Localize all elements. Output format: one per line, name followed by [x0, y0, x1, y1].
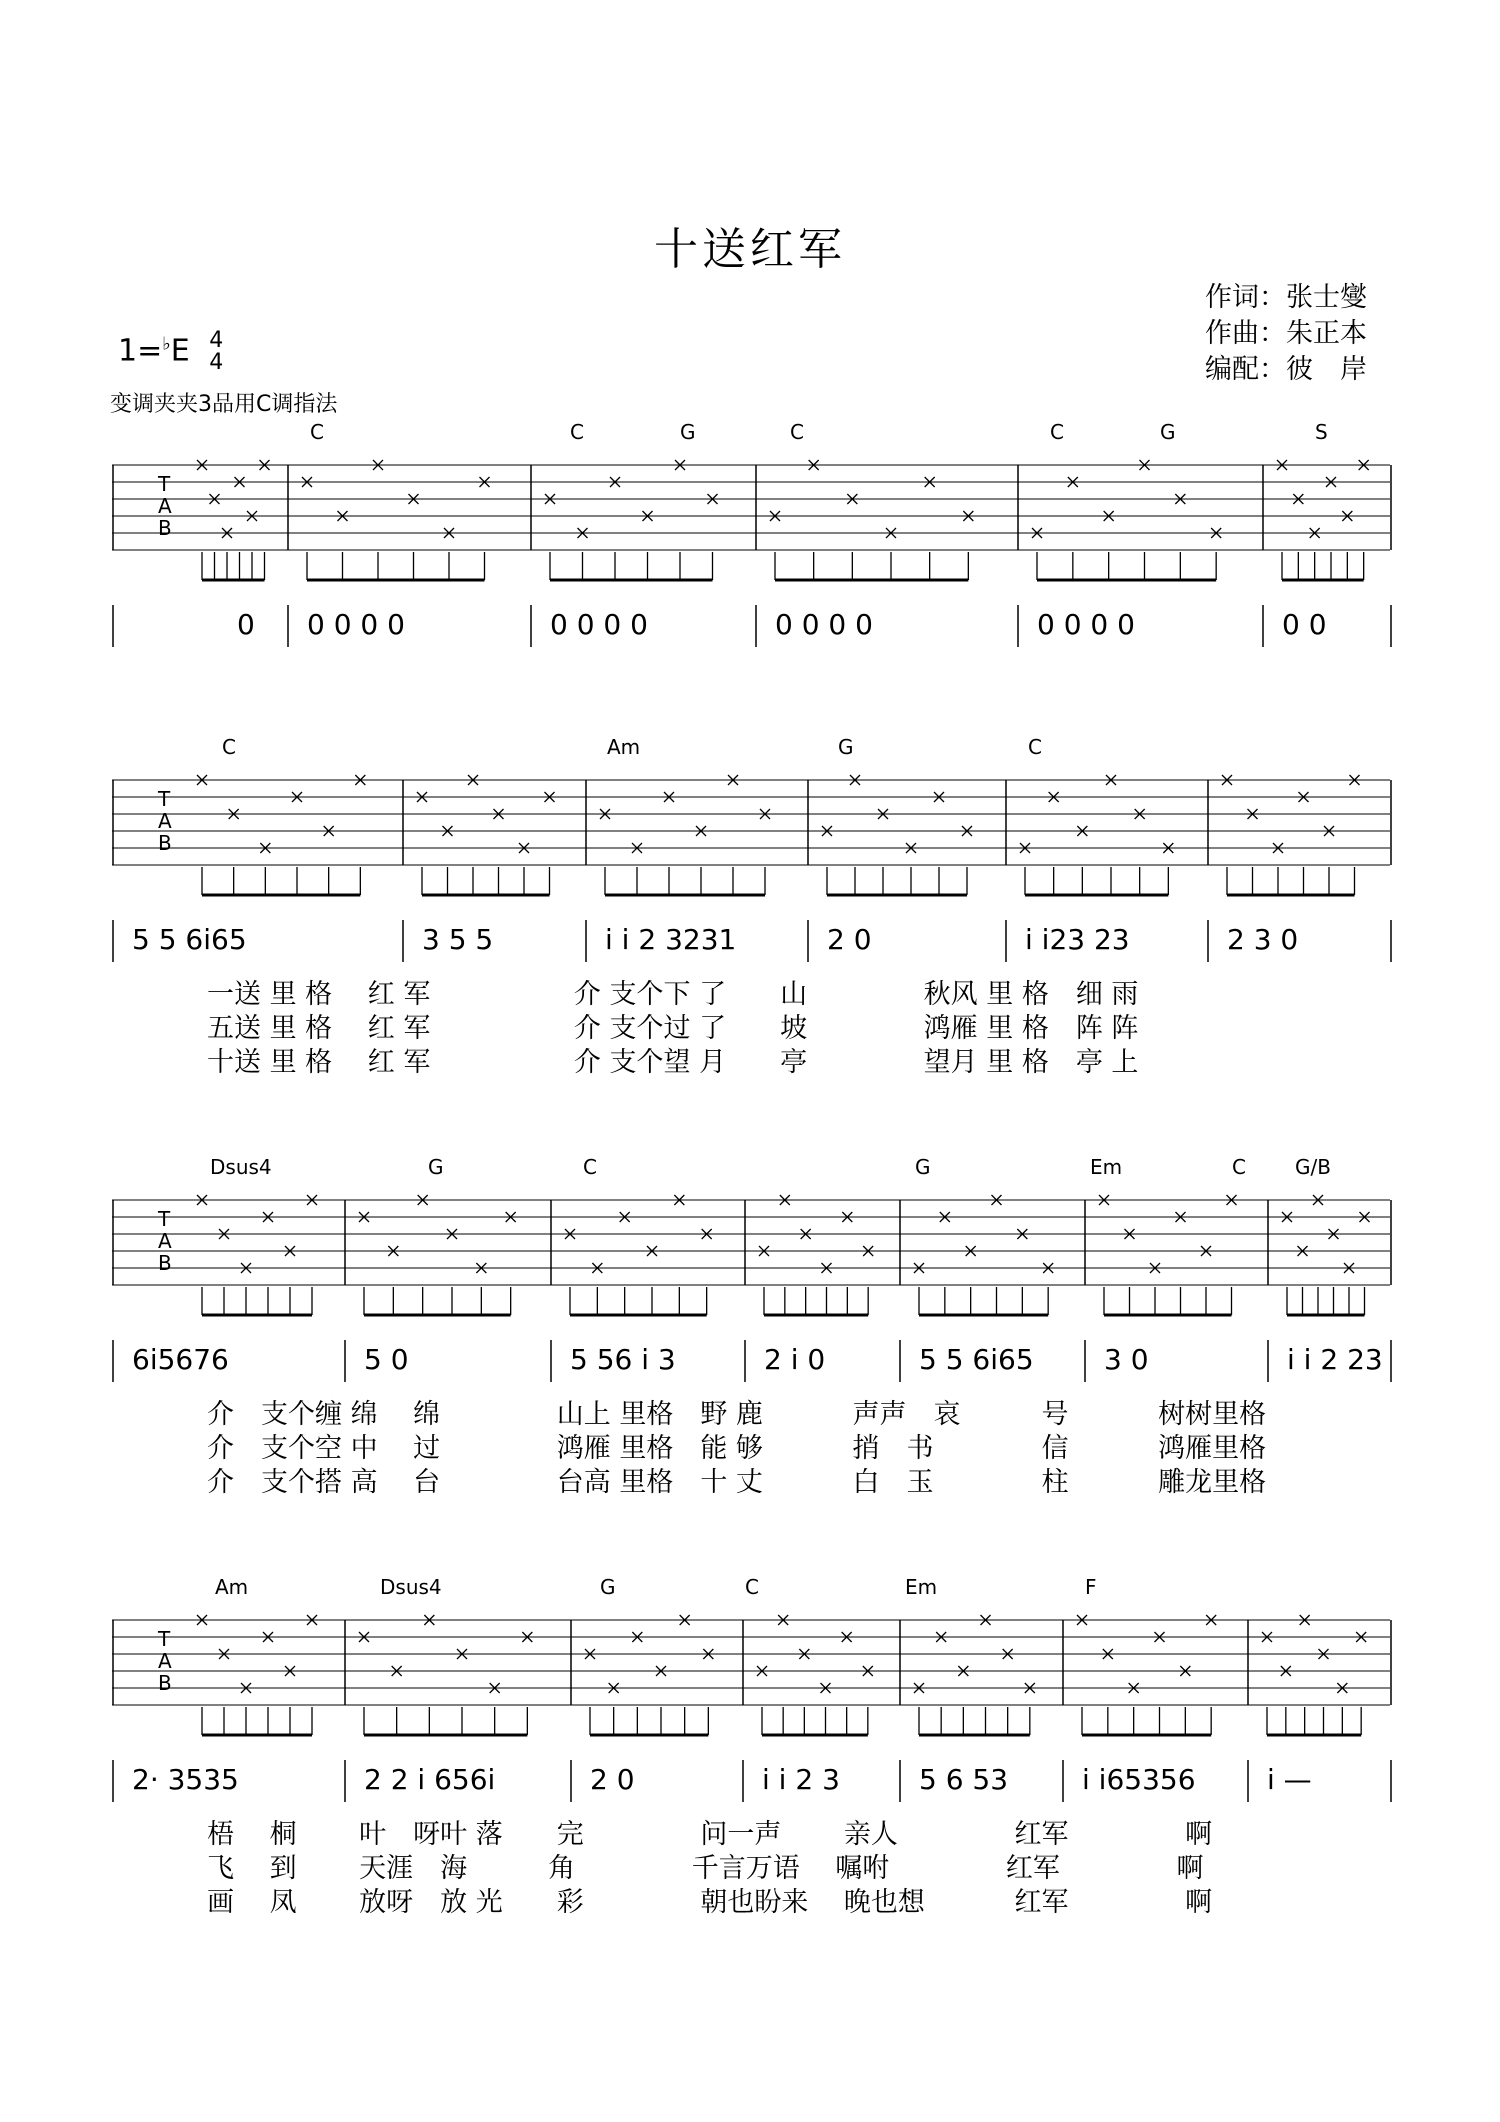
chord-row — [112, 1575, 1390, 1605]
jianpu-measure: 2 i 0 — [764, 1343, 826, 1376]
chord-symbol: C — [570, 420, 584, 444]
jianpu-measure: 3 0 — [1104, 1343, 1149, 1376]
jianpu-measure: i i23 23 — [1025, 923, 1130, 956]
song-title: 十送红军 — [654, 224, 846, 275]
arranger-credit: 编配：彼 岸 — [1205, 354, 1367, 385]
tab-staff — [112, 1610, 1392, 1810]
chord-symbol: C — [1028, 735, 1042, 759]
chord-symbol: S — [1315, 420, 1328, 444]
time-signature: 4 4 — [209, 328, 224, 375]
chord-symbol: Am — [607, 735, 641, 759]
chord-symbol: F — [1085, 1575, 1097, 1599]
composer-credit: 作曲：朱正本 — [1205, 318, 1367, 349]
tab-letter: A — [158, 494, 172, 518]
tab-letter: A — [158, 1649, 172, 1673]
tab-letter: T — [158, 787, 171, 811]
jianpu-measure: 0 0 0 0 — [1037, 608, 1135, 641]
capo-note: 变调夹夹3品用C调指法 — [110, 392, 338, 417]
lyric-text: 五送 里 格 红 军 介 支个过 了 坡 鸿雁 里 格 阵 阵 — [207, 1013, 1139, 1044]
chord-symbol: Am — [215, 1575, 249, 1599]
jianpu-measure: 5 0 — [364, 1343, 409, 1376]
tab-letter: T — [158, 1207, 171, 1231]
lyric-text: 介 支个缠 绵 绵 山上 里格 野 鹿 声声 哀 号 树树里格 — [207, 1399, 1267, 1430]
chord-symbol: C — [310, 420, 324, 444]
tab-letter: A — [158, 809, 172, 833]
chord-row — [112, 1155, 1390, 1185]
chord-symbol: Em — [1090, 1155, 1123, 1179]
tab-letter: B — [158, 516, 172, 540]
lyric-text: 介 支个搭 高 台 台高 里格 十 丈 白 玉 柱 雕龙里格 — [207, 1467, 1267, 1498]
jianpu-measure: 5 5 6i65 — [132, 923, 247, 956]
jianpu-measure: 0 — [237, 608, 255, 641]
chord-symbol: G — [680, 420, 696, 444]
tab-staff — [112, 770, 1392, 970]
lyric-text: 梧 桐 叶 呀叶 落 完 问一声 亲人 红军 啊 — [207, 1819, 1213, 1850]
tab-staff — [112, 455, 1392, 655]
jianpu-measure: i — — [1267, 1763, 1312, 1796]
tab-letter: B — [158, 1671, 172, 1695]
jianpu-measure: 2· 3535 — [132, 1763, 239, 1796]
chord-symbol: C — [1050, 420, 1064, 444]
chord-symbol: G — [1160, 420, 1176, 444]
jianpu-measure: 6i5676 — [132, 1343, 229, 1376]
jianpu-measure: i i 2 3231 — [605, 923, 737, 956]
jianpu-measure: 5 56 i 3 — [570, 1343, 676, 1376]
jianpu-measure: 0 0 0 0 — [307, 608, 405, 641]
jianpu-measure: 2 2 i 656i — [364, 1763, 496, 1796]
chord-symbol: G — [915, 1155, 931, 1179]
chord-symbol: C — [745, 1575, 759, 1599]
system-3 — [112, 1155, 1390, 1555]
system-4 — [112, 1575, 1390, 1975]
jianpu-measure: 2 0 — [827, 923, 872, 956]
credits — [1205, 280, 1367, 388]
chord-row — [112, 735, 1390, 765]
jianpu-measure: 0 0 0 0 — [550, 608, 648, 641]
chord-symbol: Em — [905, 1575, 938, 1599]
tab-letter: T — [158, 472, 171, 496]
lyric-text: 飞 到 天涯 海 角 千言万语 嘱咐 红军 啊 — [207, 1853, 1204, 1884]
chord-symbol: G — [600, 1575, 616, 1599]
chord-symbol: Dsus4 — [210, 1155, 272, 1179]
chord-symbol: C — [222, 735, 236, 759]
chord-symbol: G/B — [1295, 1155, 1331, 1179]
tab-staff — [112, 1190, 1392, 1390]
jianpu-measure: 3 5 5 — [422, 923, 494, 956]
chord-row — [112, 420, 1390, 450]
tab-letter: B — [158, 1251, 172, 1275]
jianpu-measure: 2 0 — [590, 1763, 635, 1796]
system-1 — [112, 420, 1390, 680]
jianpu-measure: i i 2 23 — [1287, 1343, 1383, 1376]
chord-symbol: G — [428, 1155, 444, 1179]
lyric-text: 一送 里 格 红 军 介 支个下 了 山 秋风 里 格 细 雨 — [207, 979, 1139, 1010]
lyric-text: 介 支个空 中 过 鸿雁 里格 能 够 捎 书 信 鸿雁里格 — [207, 1433, 1267, 1464]
jianpu-measure: 2 3 0 — [1227, 923, 1299, 956]
jianpu-measure: 0 0 0 0 — [775, 608, 873, 641]
key-signature: 1=♭E 4 4 — [118, 328, 224, 375]
chord-symbol: G — [838, 735, 854, 759]
lyricist-credit: 作词：张士燮 — [1205, 282, 1367, 313]
chord-symbol: C — [583, 1155, 597, 1179]
lyric-text: 十送 里 格 红 军 介 支个望 月 亭 望月 里 格 亭 上 — [207, 1047, 1139, 1078]
chord-symbol: C — [1232, 1155, 1246, 1179]
jianpu-measure: i i65356 — [1082, 1763, 1196, 1796]
system-2 — [112, 735, 1390, 1145]
lyric-text: 画 凤 放呀 放 光 彩 朝也盼来 晚也想 红军 啊 — [207, 1887, 1213, 1918]
jianpu-measure: i i 2 3 — [762, 1763, 840, 1796]
jianpu-measure: 5 5 6i65 — [919, 1343, 1034, 1376]
chord-symbol: Dsus4 — [380, 1575, 442, 1599]
chord-symbol: C — [790, 420, 804, 444]
jianpu-measure: 0 0 — [1282, 608, 1327, 641]
tab-letter: B — [158, 831, 172, 855]
jianpu-measure: 5 6 53 — [919, 1763, 1009, 1796]
tab-letter: T — [158, 1627, 171, 1651]
tab-letter: A — [158, 1229, 172, 1253]
